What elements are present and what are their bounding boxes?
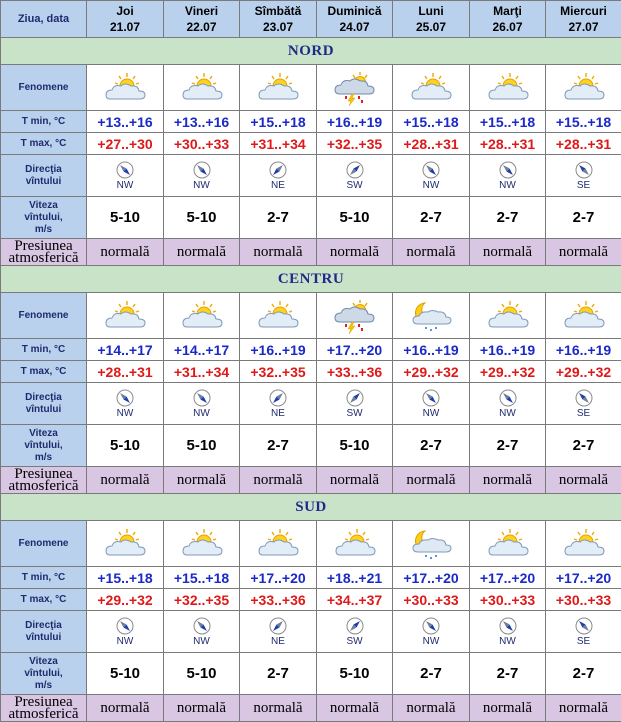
tmax-value: +32..+35: [240, 361, 317, 383]
pressure-value: normală: [317, 239, 393, 266]
tmax-value: +30..+33: [470, 589, 546, 611]
pressure-value: normală: [164, 467, 240, 494]
wind-direction: [470, 617, 545, 647]
wind-direction-label: NW: [193, 636, 210, 647]
tmin-value: +16..+19: [470, 339, 546, 361]
compass-icon: [499, 617, 517, 635]
tmax-value: +29..+32: [87, 589, 164, 611]
row-label-line: vîntului,: [1, 440, 86, 452]
tmin-row: [1, 339, 621, 361]
compass-icon: [193, 389, 211, 407]
wind-direction: [240, 389, 316, 419]
partly-cloudy-icon: [240, 65, 317, 111]
tmax-value: +31..+34: [240, 133, 317, 155]
tmax-row: [1, 589, 621, 611]
wind-speed-value: 2-7: [470, 653, 546, 695]
wind-direction-label: NE: [271, 180, 285, 191]
day-name: Joi: [87, 3, 163, 19]
compass-icon: [422, 161, 440, 179]
partly-cloudy-icon: [470, 293, 546, 339]
row-label: T min, °C: [1, 339, 87, 361]
wind-direction-cell: [164, 611, 240, 653]
partly-cloudy-icon: [240, 521, 317, 567]
wind-speed-value: 2-7: [470, 425, 546, 467]
wind-speed-value: 2-7: [546, 197, 621, 239]
tmax-value: +28..+31: [87, 361, 164, 383]
row-label: [1, 425, 87, 467]
day-name: Vineri: [164, 3, 239, 19]
wind-direction-label: NW: [499, 408, 516, 419]
wind-speed-value: 2-7: [393, 425, 470, 467]
wind-direction-cell: [240, 611, 317, 653]
tmin-value: +16..+19: [546, 339, 621, 361]
compass-icon: [422, 617, 440, 635]
pressure-row: [1, 467, 621, 494]
compass-icon: [193, 617, 211, 635]
tmin-value: +13..+16: [87, 111, 164, 133]
tmin-value: +17..+20: [546, 567, 621, 589]
partly-cloudy-icon: [87, 521, 164, 567]
row-label: [1, 653, 87, 695]
wind-direction-cell: [240, 383, 317, 425]
wind-direction-row: [1, 611, 621, 653]
wind-direction-cell: [470, 155, 546, 197]
row-label: [1, 695, 87, 722]
tmax-value: +33..+36: [317, 361, 393, 383]
wind-direction-label: NW: [193, 408, 210, 419]
tmin-value: +15..+18: [87, 567, 164, 589]
row-label: T min, °C: [1, 111, 87, 133]
partly-cloudy-icon: [546, 65, 621, 111]
pressure-value: normală: [393, 239, 470, 266]
wind-speed-value: 5-10: [164, 197, 240, 239]
day-header: [546, 1, 621, 38]
partly-cloudy-icon: [393, 65, 470, 111]
wind-speed-value: 5-10: [87, 425, 164, 467]
compass-icon: [346, 617, 364, 635]
wind-speed-value: 2-7: [240, 653, 317, 695]
row-label-line: vîntului: [1, 176, 86, 188]
day-name: Luni: [393, 3, 469, 19]
wind-direction-cell: [317, 611, 393, 653]
partly-cloudy-icon: [546, 293, 621, 339]
wind-direction-cell: [393, 611, 470, 653]
compass-icon: [116, 389, 134, 407]
wind-direction-label: NW: [423, 408, 440, 419]
wind-speed-value: 5-10: [87, 653, 164, 695]
tmin-value: +15..+18: [546, 111, 621, 133]
header-row: [1, 1, 621, 38]
wind-speed-value: 2-7: [393, 653, 470, 695]
compass-icon: [499, 389, 517, 407]
compass-icon: [346, 389, 364, 407]
wind-direction: [393, 389, 469, 419]
wind-direction-cell: [546, 383, 621, 425]
thunderstorm-rain-icon: [317, 293, 393, 339]
tmin-value: +16..+19: [317, 111, 393, 133]
wind-speed-value: 2-7: [546, 653, 621, 695]
day-date: 24.07: [317, 19, 392, 35]
wind-direction-cell: [87, 155, 164, 197]
pressure-value: normală: [393, 695, 470, 722]
day-header: [393, 1, 470, 38]
wind-direction-label: NW: [117, 180, 134, 191]
wind-speed-value: 5-10: [317, 197, 393, 239]
row-label-line: Direcţia: [1, 620, 86, 632]
wind-direction-label: NW: [423, 636, 440, 647]
row-label: [1, 611, 87, 653]
wind-direction-label: NE: [271, 408, 285, 419]
partly-cloudy-icon: [87, 293, 164, 339]
wind-direction-label: SW: [346, 408, 362, 419]
wind-direction: [87, 389, 163, 419]
wind-direction-label: NW: [499, 180, 516, 191]
row-label-line: Viteza: [1, 428, 86, 440]
row-label: T min, °C: [1, 567, 87, 589]
pressure-value: normală: [470, 695, 546, 722]
wind-direction: [164, 161, 239, 191]
compass-icon: [346, 161, 364, 179]
day-date-header: Ziua, data: [1, 1, 87, 38]
wind-direction-label: NW: [499, 636, 516, 647]
phenomena-row: [1, 65, 621, 111]
day-header: [240, 1, 317, 38]
pressure-value: normală: [393, 467, 470, 494]
row-label-line: Viteza: [1, 200, 86, 212]
wind-speed-row: [1, 653, 621, 695]
row-label-line: vîntului: [1, 632, 86, 644]
row-label-line: m/s: [1, 452, 86, 464]
wind-direction-cell: [393, 383, 470, 425]
tmin-row: [1, 567, 621, 589]
wind-direction: [87, 161, 163, 191]
pressure-value: normală: [164, 695, 240, 722]
tmin-value: +14..+17: [87, 339, 164, 361]
wind-direction: [470, 389, 545, 419]
pressure-value: normală: [87, 695, 164, 722]
wind-direction-cell: [317, 383, 393, 425]
tmax-row: [1, 133, 621, 155]
wind-direction-cell: [87, 611, 164, 653]
wind-direction: [546, 161, 621, 191]
region-row: [1, 266, 621, 293]
wind-direction-cell: [164, 155, 240, 197]
pressure-value: normală: [317, 695, 393, 722]
wind-direction-label: SE: [577, 408, 590, 419]
wind-speed-value: 2-7: [546, 425, 621, 467]
day-header: [164, 1, 240, 38]
wind-direction-label: SW: [346, 636, 362, 647]
partly-cloudy-icon: [240, 293, 317, 339]
row-label: [1, 197, 87, 239]
day-date: 25.07: [393, 19, 469, 35]
thunderstorm-rain-icon: [317, 65, 393, 111]
wind-direction: [393, 161, 469, 191]
tmin-value: +15..+18: [164, 567, 240, 589]
wind-speed-value: 2-7: [240, 425, 317, 467]
tmax-value: +34..+37: [317, 589, 393, 611]
pressure-value: normală: [317, 467, 393, 494]
row-label-line: Direcţia: [1, 392, 86, 404]
phenomena-row: [1, 293, 621, 339]
pressure-value: normală: [240, 695, 317, 722]
wind-direction-row: [1, 383, 621, 425]
row-label-line: Presiunea: [1, 240, 86, 252]
compass-icon: [422, 389, 440, 407]
pressure-value: normală: [164, 239, 240, 266]
tmax-value: +31..+34: [164, 361, 240, 383]
wind-direction-cell: [87, 383, 164, 425]
wind-direction: [470, 161, 545, 191]
wind-direction: [546, 389, 621, 419]
wind-speed-value: 5-10: [317, 425, 393, 467]
partly-cloudy-icon: [164, 521, 240, 567]
region-title: NORD: [1, 38, 621, 65]
wind-speed-value: 5-10: [317, 653, 393, 695]
row-label: Fenomene: [1, 293, 87, 339]
wind-speed-value: 2-7: [470, 197, 546, 239]
tmax-value: +29..+32: [393, 361, 470, 383]
day-date: 23.07: [240, 19, 316, 35]
row-label: T max, °C: [1, 361, 87, 383]
row-label: Fenomene: [1, 65, 87, 111]
day-header: [470, 1, 546, 38]
compass-icon: [269, 161, 287, 179]
wind-direction: [317, 389, 392, 419]
wind-direction: [240, 161, 316, 191]
wind-direction-row: [1, 155, 621, 197]
row-label: [1, 383, 87, 425]
region-row: [1, 494, 621, 521]
row-label-line: m/s: [1, 224, 86, 236]
pressure-value: normală: [546, 467, 621, 494]
tmax-value: +29..+32: [470, 361, 546, 383]
row-label-line: atmosferică: [1, 480, 86, 492]
tmax-value: +27..+30: [87, 133, 164, 155]
wind-direction: [164, 617, 239, 647]
wind-direction-cell: [317, 155, 393, 197]
pressure-value: normală: [240, 467, 317, 494]
pressure-value: normală: [87, 467, 164, 494]
day-name: Marţi: [470, 3, 545, 19]
row-label-line: vîntului,: [1, 668, 86, 680]
tmax-value: +30..+33: [546, 589, 621, 611]
region-title: SUD: [1, 494, 621, 521]
compass-icon: [116, 617, 134, 635]
tmax-value: +29..+32: [546, 361, 621, 383]
wind-speed-value: 5-10: [164, 653, 240, 695]
wind-direction-label: NW: [117, 408, 134, 419]
day-name: Sîmbătă: [240, 3, 316, 19]
tmax-value: +30..+33: [393, 589, 470, 611]
tmin-value: +17..+20: [317, 339, 393, 361]
day-date: 27.07: [546, 19, 621, 35]
row-label-line: atmosferică: [1, 708, 86, 720]
region-title: CENTRU: [1, 266, 621, 293]
region-row: [1, 38, 621, 65]
wind-direction: [546, 617, 621, 647]
pressure-value: normală: [87, 239, 164, 266]
tmax-row: [1, 361, 621, 383]
partly-cloudy-icon: [164, 293, 240, 339]
pressure-value: normală: [546, 239, 621, 266]
compass-icon: [575, 389, 593, 407]
day-header: [87, 1, 164, 38]
wind-speed-row: [1, 197, 621, 239]
tmin-value: +14..+17: [164, 339, 240, 361]
row-label-line: atmosferică: [1, 252, 86, 264]
night-cloud-rain-icon: [393, 521, 470, 567]
pressure-value: normală: [470, 467, 546, 494]
tmax-value: +28..+31: [470, 133, 546, 155]
tmin-value: +16..+19: [393, 339, 470, 361]
wind-direction-cell: [164, 383, 240, 425]
row-label-line: vîntului: [1, 404, 86, 416]
wind-direction-label: NW: [193, 180, 210, 191]
wind-direction-cell: [240, 155, 317, 197]
row-label: Fenomene: [1, 521, 87, 567]
tmin-value: +16..+19: [240, 339, 317, 361]
partly-cloudy-icon: [317, 521, 393, 567]
wind-speed-value: 5-10: [87, 197, 164, 239]
tmin-value: +17..+20: [393, 567, 470, 589]
row-label-line: Presiunea: [1, 696, 86, 708]
wind-speed-row: [1, 425, 621, 467]
pressure-value: normală: [546, 695, 621, 722]
wind-direction-label: NW: [423, 180, 440, 191]
tmin-value: +17..+20: [240, 567, 317, 589]
wind-direction-label: SE: [577, 636, 590, 647]
row-label: [1, 239, 87, 266]
pressure-row: [1, 239, 621, 266]
partly-cloudy-icon: [164, 65, 240, 111]
tmin-value: +13..+16: [164, 111, 240, 133]
tmax-value: +28..+31: [546, 133, 621, 155]
row-label-line: Direcţia: [1, 164, 86, 176]
tmin-value: +15..+18: [470, 111, 546, 133]
wind-speed-value: 5-10: [164, 425, 240, 467]
wind-direction-label: SW: [346, 180, 362, 191]
wind-direction-cell: [393, 155, 470, 197]
row-label: [1, 467, 87, 494]
row-label: T max, °C: [1, 589, 87, 611]
partly-cloudy-icon: [87, 65, 164, 111]
partly-cloudy-icon: [546, 521, 621, 567]
row-label-line: Presiunea: [1, 468, 86, 480]
partly-cloudy-icon: [470, 521, 546, 567]
row-label-line: Viteza: [1, 656, 86, 668]
wind-direction-cell: [470, 611, 546, 653]
tmin-value: +15..+18: [393, 111, 470, 133]
wind-speed-value: 2-7: [240, 197, 317, 239]
day-name: Duminică: [317, 3, 392, 19]
tmin-row: [1, 111, 621, 133]
pressure-row: [1, 695, 621, 722]
pressure-value: normală: [240, 239, 317, 266]
wind-direction: [240, 617, 316, 647]
night-cloud-rain-icon: [393, 293, 470, 339]
wind-direction-label: SE: [577, 180, 590, 191]
wind-direction: [317, 617, 392, 647]
tmax-value: +32..+35: [317, 133, 393, 155]
wind-direction: [164, 389, 239, 419]
pressure-value: normală: [470, 239, 546, 266]
tmax-value: +28..+31: [393, 133, 470, 155]
day-name: Miercuri: [546, 3, 621, 19]
tmax-value: +30..+33: [164, 133, 240, 155]
tmin-value: +15..+18: [240, 111, 317, 133]
tmax-value: +33..+36: [240, 589, 317, 611]
compass-icon: [575, 617, 593, 635]
tmin-value: +17..+20: [470, 567, 546, 589]
wind-speed-value: 2-7: [393, 197, 470, 239]
row-label: T max, °C: [1, 133, 87, 155]
row-label-line: vîntului,: [1, 212, 86, 224]
compass-icon: [499, 161, 517, 179]
wind-direction: [87, 617, 163, 647]
wind-direction: [317, 161, 392, 191]
wind-direction-label: NE: [271, 636, 285, 647]
day-date: 22.07: [164, 19, 239, 35]
wind-direction-cell: [470, 383, 546, 425]
tmin-value: +18..+21: [317, 567, 393, 589]
day-header: [317, 1, 393, 38]
row-label: [1, 155, 87, 197]
day-date: 26.07: [470, 19, 545, 35]
tmax-value: +32..+35: [164, 589, 240, 611]
compass-icon: [575, 161, 593, 179]
phenomena-row: [1, 521, 621, 567]
wind-direction: [393, 617, 469, 647]
compass-icon: [116, 161, 134, 179]
compass-icon: [269, 617, 287, 635]
wind-direction-cell: [546, 611, 621, 653]
compass-icon: [193, 161, 211, 179]
wind-direction-cell: [546, 155, 621, 197]
partly-cloudy-icon: [470, 65, 546, 111]
wind-direction-label: NW: [117, 636, 134, 647]
compass-icon: [269, 389, 287, 407]
row-label-line: m/s: [1, 680, 86, 692]
day-date: 21.07: [87, 19, 163, 35]
